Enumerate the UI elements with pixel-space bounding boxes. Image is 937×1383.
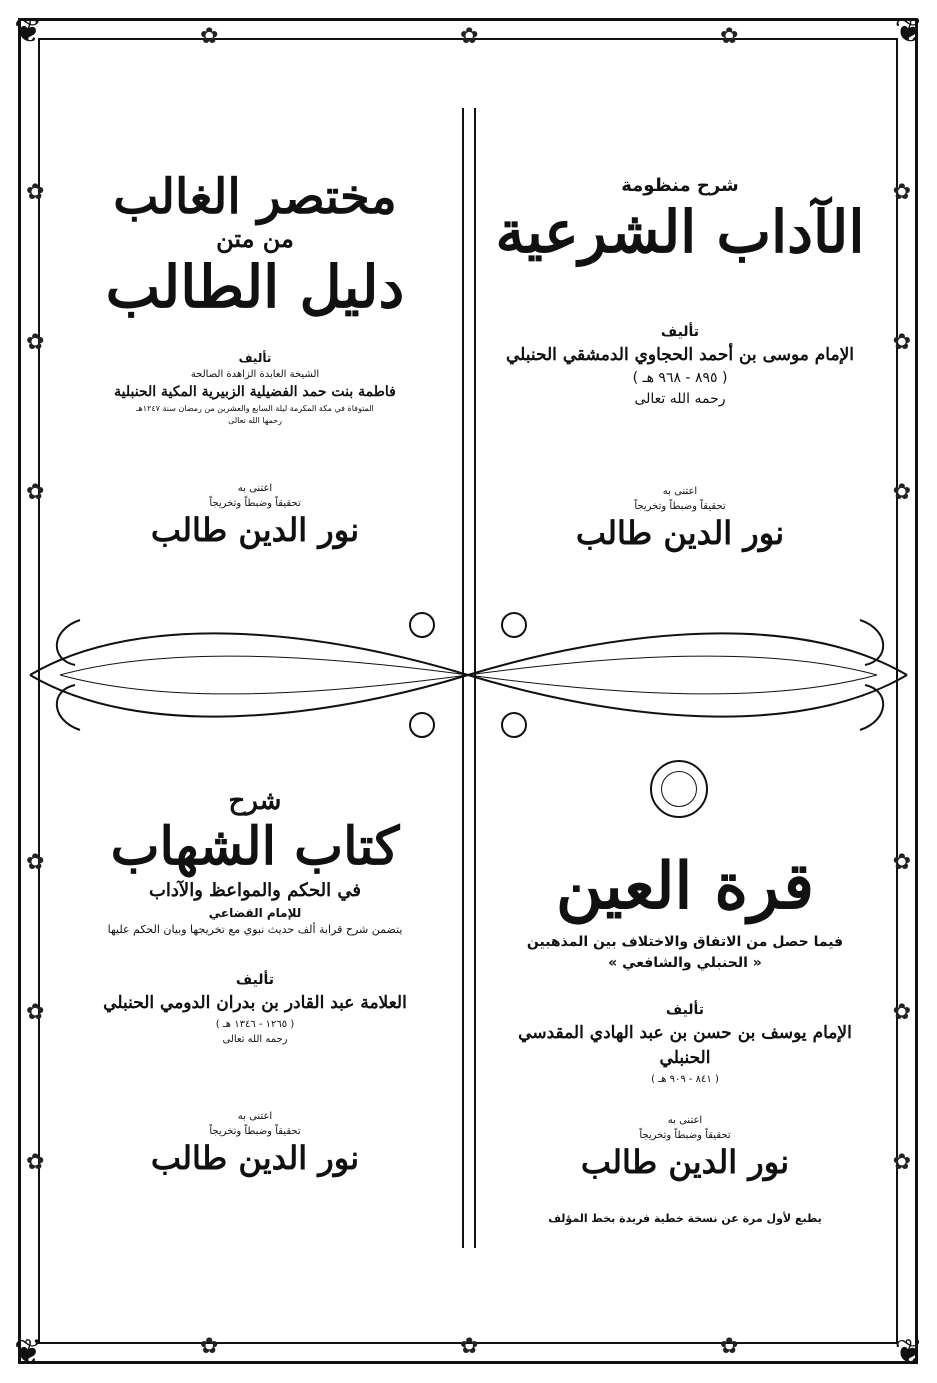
flower-ornament-icon: ✿ — [200, 1334, 219, 1359]
flower-ornament-icon: ✿ — [460, 24, 479, 49]
book-subtitle-2: « الحنبلي والشافعي » — [608, 954, 762, 971]
author-name: فاطمة بنت حمد الفضيلية الزبيرية المكية الحنبلية — [114, 383, 396, 400]
pre-title: شرح — [228, 786, 282, 816]
edit-note: تحقيقاً وضبطاً وتخريجاً — [209, 1125, 301, 1137]
byline: تأليف — [238, 350, 272, 365]
corner-flourish-icon: ❦ — [14, 11, 43, 51]
author-name: الإمام موسى بن أحمد الحجاوي الدمشقي الحنبلي — [505, 344, 855, 365]
book-subtitle-1: فيما حصل من الاتفاق والاختلاف بين المذهبين — [526, 933, 844, 950]
panel-qurrat-alayn — [490, 760, 880, 1260]
book-title: قرة العين — [556, 849, 814, 924]
flower-ornament-icon: ✿ — [26, 180, 45, 205]
author-dates: ( ١٢٦٥ - ١٣٤٦ هـ ) — [215, 1018, 295, 1030]
book-subtitle: في الحكم والمواعظ والآداب — [148, 879, 362, 901]
byline: تأليف — [235, 972, 275, 989]
byline: تأليف — [660, 323, 700, 340]
author-name: الإمام يوسف بن حسن بن عبد الهادي المقدسي الحنبلي — [518, 1022, 852, 1069]
flower-ornament-icon: ✿ — [460, 1334, 479, 1359]
flower-ornament-icon: ✿ — [892, 1150, 911, 1175]
author-note: المتوفاة في مكة المكرمة ليلة السابع والعشرين من رمضان سنة ١٢٤٧هـ — [136, 403, 374, 413]
byline: تأليف — [665, 1001, 705, 1018]
edited-by-label: اعتنى به — [662, 486, 698, 498]
panel-kitab-alshihab — [60, 760, 450, 1260]
flower-ornament-icon: ✿ — [26, 850, 45, 875]
blessing: رحمه الله تعالى — [634, 391, 726, 408]
flower-ornament-icon: ✿ — [892, 1000, 911, 1025]
edited-by-label: اعتنى به — [237, 482, 273, 494]
flower-ornament-icon: ✿ — [720, 1334, 739, 1359]
editor-name: نور الدين طالب — [580, 1142, 790, 1181]
flower-ornament-icon: ✿ — [26, 330, 45, 355]
horizontal-ornamental-band — [20, 590, 917, 760]
book-title: الآداب الشرعية — [495, 198, 865, 266]
book-description: يتضمن شرح قرابة ألف حديث نبوي مع تخريجها وبيان الحكم عليها — [107, 922, 403, 936]
flower-ornament-icon: ✿ — [26, 1000, 45, 1025]
blessing: رحمها الله تعالى — [228, 415, 282, 425]
author-name: العلامة عبد القادر بن بدران الدومي الحنبلي — [103, 993, 407, 1014]
book-title: كتاب الشهاب — [110, 816, 400, 878]
pre-title: شرح منظومة — [621, 175, 739, 196]
flower-ornament-icon: ✿ — [26, 480, 45, 505]
author-dates: ( ٨٩٥ - ٩٦٨ هـ ) — [632, 370, 728, 387]
book-title-line-3: دليل الطالب — [105, 252, 405, 321]
book-title-line-1: مختصر الغالب — [113, 169, 397, 225]
book-title-line-2: من متن — [216, 224, 294, 254]
flower-ornament-icon: ✿ — [892, 480, 911, 505]
flower-ornament-icon: ✿ — [200, 24, 219, 49]
imam-name: للإمام القضاعي — [208, 905, 302, 920]
author-description: الشيخة العابدة الزاهدة الصالحة — [190, 368, 320, 380]
print-footnote: يطبع لأول مرة عن نسخة خطية فريدة بخط المؤلف — [548, 1211, 822, 1225]
flower-ornament-icon: ✿ — [892, 180, 911, 205]
panel-adab-shariyya — [490, 130, 870, 580]
editor-name: نور الدين طالب — [575, 514, 785, 553]
edit-note: تحقيقاً وضبطاً وتخريجاً — [209, 497, 301, 509]
blessing: رحمه الله تعالى — [222, 1033, 288, 1045]
edited-by-label: اعتنى به — [667, 1114, 703, 1126]
flower-ornament-icon: ✿ — [892, 330, 911, 355]
editor-name: نور الدين طالب — [150, 510, 360, 549]
editor-name: نور الدين طالب — [150, 1138, 360, 1177]
flower-ornament-icon: ✿ — [26, 1150, 45, 1175]
corner-flourish-icon: ❦ — [14, 1332, 43, 1372]
edited-by-label: اعتنى به — [237, 1110, 273, 1122]
edit-note: تحقيقاً وضبطاً وتخريجاً — [634, 501, 726, 513]
flower-ornament-icon: ✿ — [892, 850, 911, 875]
edit-note: تحقيقاً وضبطاً وتخريجاً — [639, 1129, 731, 1141]
author-dates: ( ٨٤١ - ٩٠٩ هـ ) — [651, 1073, 719, 1085]
panel-mukhtasar-alghalib — [60, 130, 450, 580]
corner-flourish-icon: ❦ — [894, 11, 923, 51]
corner-flourish-icon: ❦ — [894, 1332, 923, 1372]
flower-ornament-icon: ✿ — [720, 24, 739, 49]
